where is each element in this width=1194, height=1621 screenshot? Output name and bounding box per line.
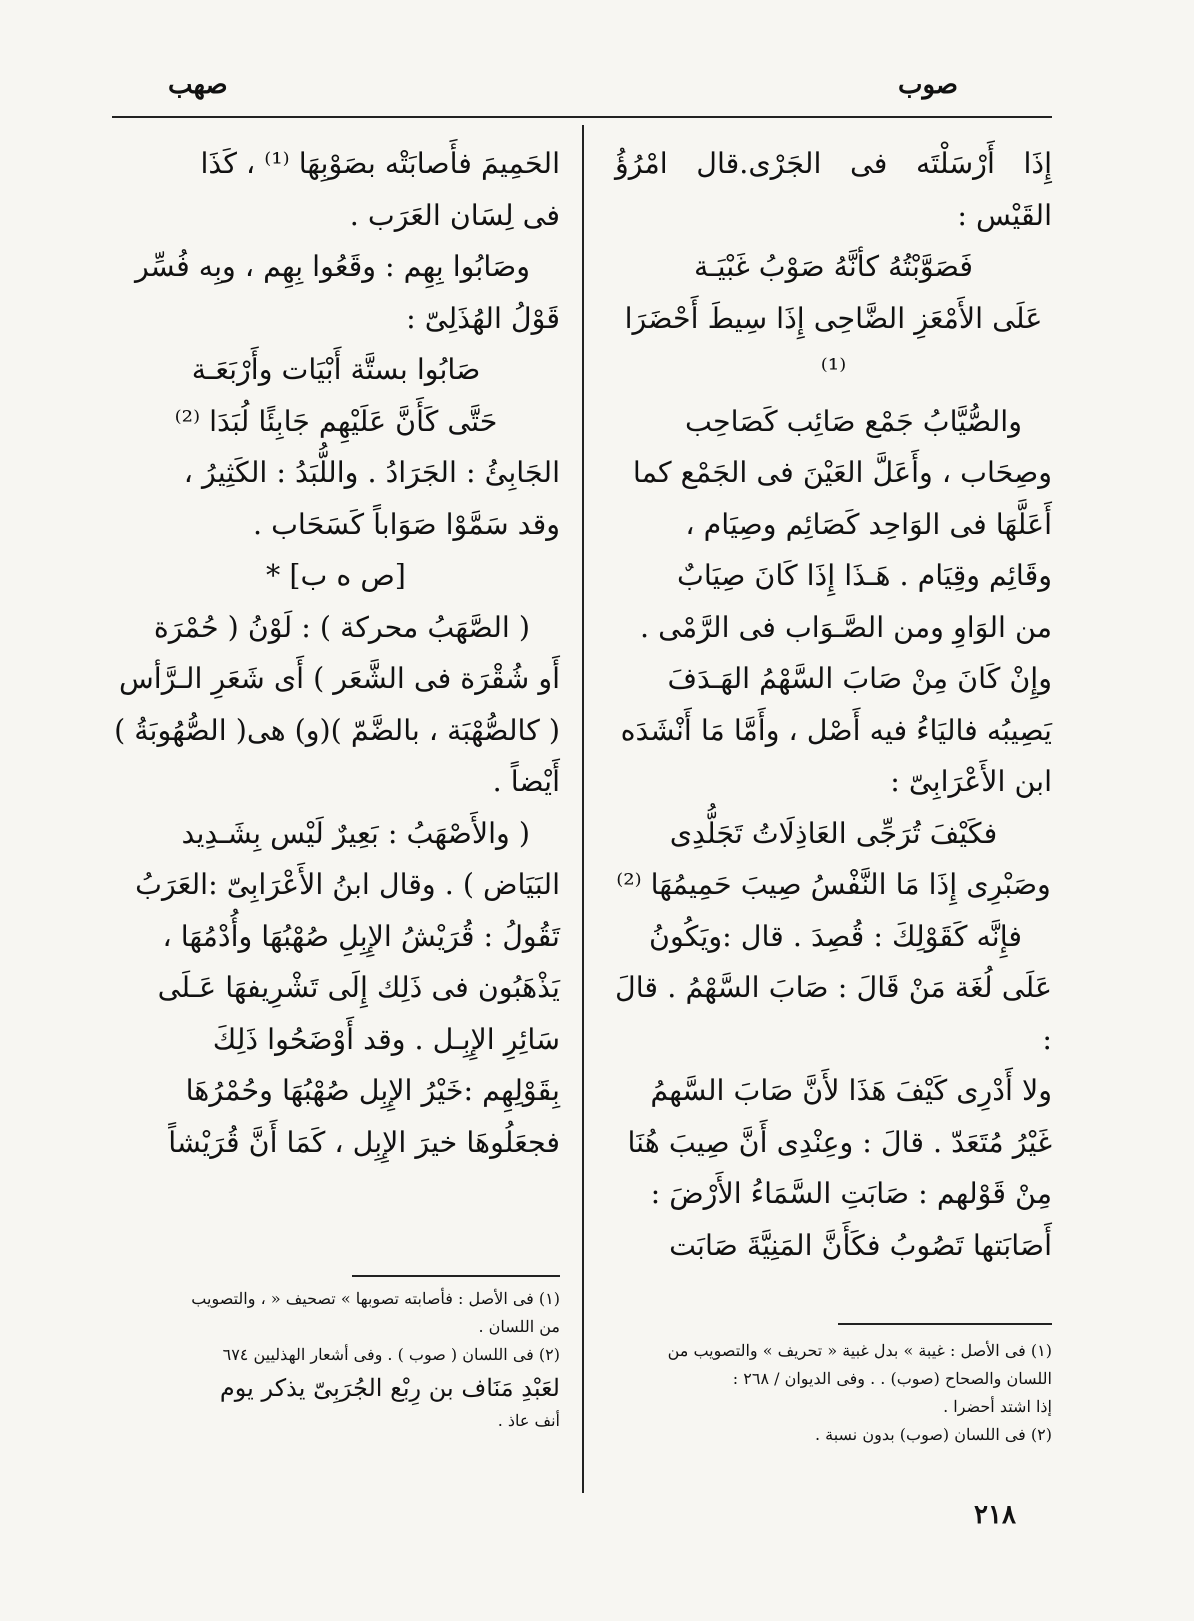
text-line: فجعَلُوهَا خيرَ الإِبِل ، كَمَا أَنَّ قُرَيْشاً	[168, 1125, 560, 1159]
text-line: البَيَاض ) . وقال ابنُ الأَعْرَابِىّ :العَرَبُ	[135, 868, 560, 901]
footnote-line: لعَبْدِ مَنَاف بن رِبْع الجُرَبِىّ يذكر يوم	[219, 1374, 560, 1402]
footnote-line: (١) فى الأصل : غيبة » بدل غبية « تحريف » والتصويب من	[667, 1341, 1052, 1360]
text-line: فى لِسَان العَرَب .	[349, 198, 560, 232]
text-line: تَقُولُ : قُرَيْشُ الإِبِلِ صُهْبُهَا وأُدْمُهَا ،	[162, 919, 560, 953]
column-divider	[582, 125, 584, 1493]
footnote-line: (١) فى الأصل : فأصابته تصوبها » تصحيف « ، والتصويب	[191, 1289, 560, 1308]
text-line: أَيْضاً .	[492, 765, 560, 798]
text-line: أَصَابَتها تَصُوبُ فكَأَنَّ المَنِيَّةَ صَابَت	[669, 1228, 1052, 1262]
text-line: وقد سَمَّوْا صَوَاباً كَسَحَاب .	[252, 507, 560, 541]
verse-line: صَابُوا بستَّة أَبْيَات وأَرْبَعَـة	[191, 353, 481, 386]
right-footnotes	[615, 1337, 1052, 1449]
right-column-text	[615, 138, 1052, 1271]
text-line: والصُّيَّابُ جَمْع صَائِب كَصَاحِب	[684, 404, 1022, 438]
text-line: إِذَا أَرْسَلْتَه فى الجَرْى.قال امْرُؤُ القَيْس :	[615, 147, 1052, 232]
verse-line: عَلَى الأَمْعَزِ الضَّاحِى إِذَا سِيطَ أَحْضَرَا ⁽¹⁾	[624, 301, 1043, 386]
footnote-rule-left	[352, 1275, 560, 1277]
header-root-word-left: صهب	[168, 70, 228, 100]
text-line: ( والأَصْهَبُ : بَعِيرٌ لَيْس بِشَـدِيد	[181, 816, 530, 850]
text-line: وقَائِم وقِيَام . هَـذَا إِذَا كَانَ صِيَابٌ	[677, 559, 1052, 592]
verse-line: فَصَوَّبْتُهُ كأنَّهُ صَوْبُ غَبْيَـة	[693, 250, 973, 283]
text-line: قَوْلُ الهُذَلِىّ :	[406, 301, 560, 335]
text-line: الجَابِئُ : الجَرَادُ . واللُّبَدُ : الكَثِيرُ ،	[183, 456, 560, 489]
footnote-line: من اللسان .	[478, 1317, 560, 1336]
header-rule	[112, 116, 1052, 118]
text-line: الحَمِيمَ فأَصابَتْه بصَوْبِهَا ⁽¹⁾ ، كَذَا	[200, 147, 560, 180]
text-line: يَذْهَبُون فى ذَلِك إِلَى تَشْرِيفهَا عَـلَى	[157, 971, 560, 1004]
left-footnotes	[112, 1285, 560, 1435]
footnote-line: اللسان والصحاح (صوب) . . وفى الديوان / ٢٦٨ :	[732, 1369, 1052, 1388]
text-line: ( كالصُّهْبَة ، بالضَّمّ )(و) هى( الصُّهُوبَةُ )	[114, 713, 560, 747]
text-line: أَعَلَّهَا فى الوَاحِد كَصَائِم وصِيَام ،	[685, 507, 1052, 541]
text-line: فإِنَّه كَقَوْلِكَ : قُصِدَ . قال :ويَكُونُ	[649, 919, 1022, 953]
footnote-line: أنف عاذ .	[497, 1411, 560, 1430]
verse-line: فكَيْفَ تُرَجِّى العَاذِلَاتُ تَجَلُّدِى	[669, 816, 998, 850]
text-line: مِنْ قَوْلهم : صَابَتِ السَّمَاءُ الأَرْضَ :	[650, 1177, 1052, 1210]
text-line: من الوَاوِ ومن الصَّـوَاب فى الرَّمْى .	[640, 610, 1052, 644]
text-line: سَائِرِ الإِبِـل . وقد أَوْضَحُوا ذَلِكَ	[212, 1022, 560, 1056]
left-column-text	[112, 138, 560, 1168]
text-line: بِقَوْلِهِم :خَيْرُ الإِبِل صُهْبُهَا وحُمْرُهَا	[185, 1074, 560, 1107]
text-line: وإِنْ كَانَ مِنْ صَابَ السَّهْمُ الهَـدَفَ	[667, 662, 1052, 695]
text-line: وصَابُوا بِهِم : وقَعُوا بِهِم ، وبِه فُسِّر	[134, 250, 530, 283]
footnote-line: (٢) فى اللسان (صوب) بدون نسبة .	[814, 1425, 1052, 1444]
footnote-line: (٢) فى اللسان ( صوب ) . وفى أشعار الهذليين ٦٧٤	[222, 1345, 560, 1364]
text-line: ( الصَّهَبُ محركة ) : لَوْنُ ( حُمْرَة	[153, 610, 530, 644]
footnote-rule-right	[838, 1323, 1052, 1325]
page-number: ٢١٨	[974, 1500, 1016, 1530]
text-line: يَصِيبُه فاليَاءُ فيه أَصْل ، وأَمَّا مَا أَنْشَدَه	[620, 713, 1052, 747]
text-line: عَلَى لُغَة مَنْ قَالَ : صَابَ السَّهْمُ . قالَ :	[615, 971, 1052, 1056]
verse-line: وصَبْرِى إِذَا مَا النَّفْسُ صِيبَ حَمِيمُهَا ⁽²⁾	[616, 868, 1051, 901]
verse-line: حَتَّى كَأَنَّ عَلَيْهِم جَابِئًا لُبَدَا ⁽²⁾	[174, 404, 498, 438]
header-root-word-right: صوب	[898, 70, 958, 100]
text-line: وصِحَاب ، وأَعَلَّ العَيْنَ فى الجَمْع كما	[632, 456, 1052, 489]
text-line: ولا أَدْرِى كَيْفَ هَذَا لأَنَّ صَابَ السَّهمُ	[650, 1074, 1052, 1107]
text-line: ابن الأَعْرَابِىّ :	[890, 765, 1052, 798]
text-line: غَيْرُ مُتَعَدّ . قالَ : وعِنْدِى أَنَّ صِيبَ هُنَا	[627, 1125, 1052, 1159]
entry-heading: [ص ه ب] *	[266, 559, 406, 592]
text-line: أَو شُقْرَة فى الشَّعَر ) أَى شَعَرِ الـرَّأس	[118, 662, 560, 695]
footnote-line: إذا اشتد أحضرا .	[943, 1397, 1052, 1416]
